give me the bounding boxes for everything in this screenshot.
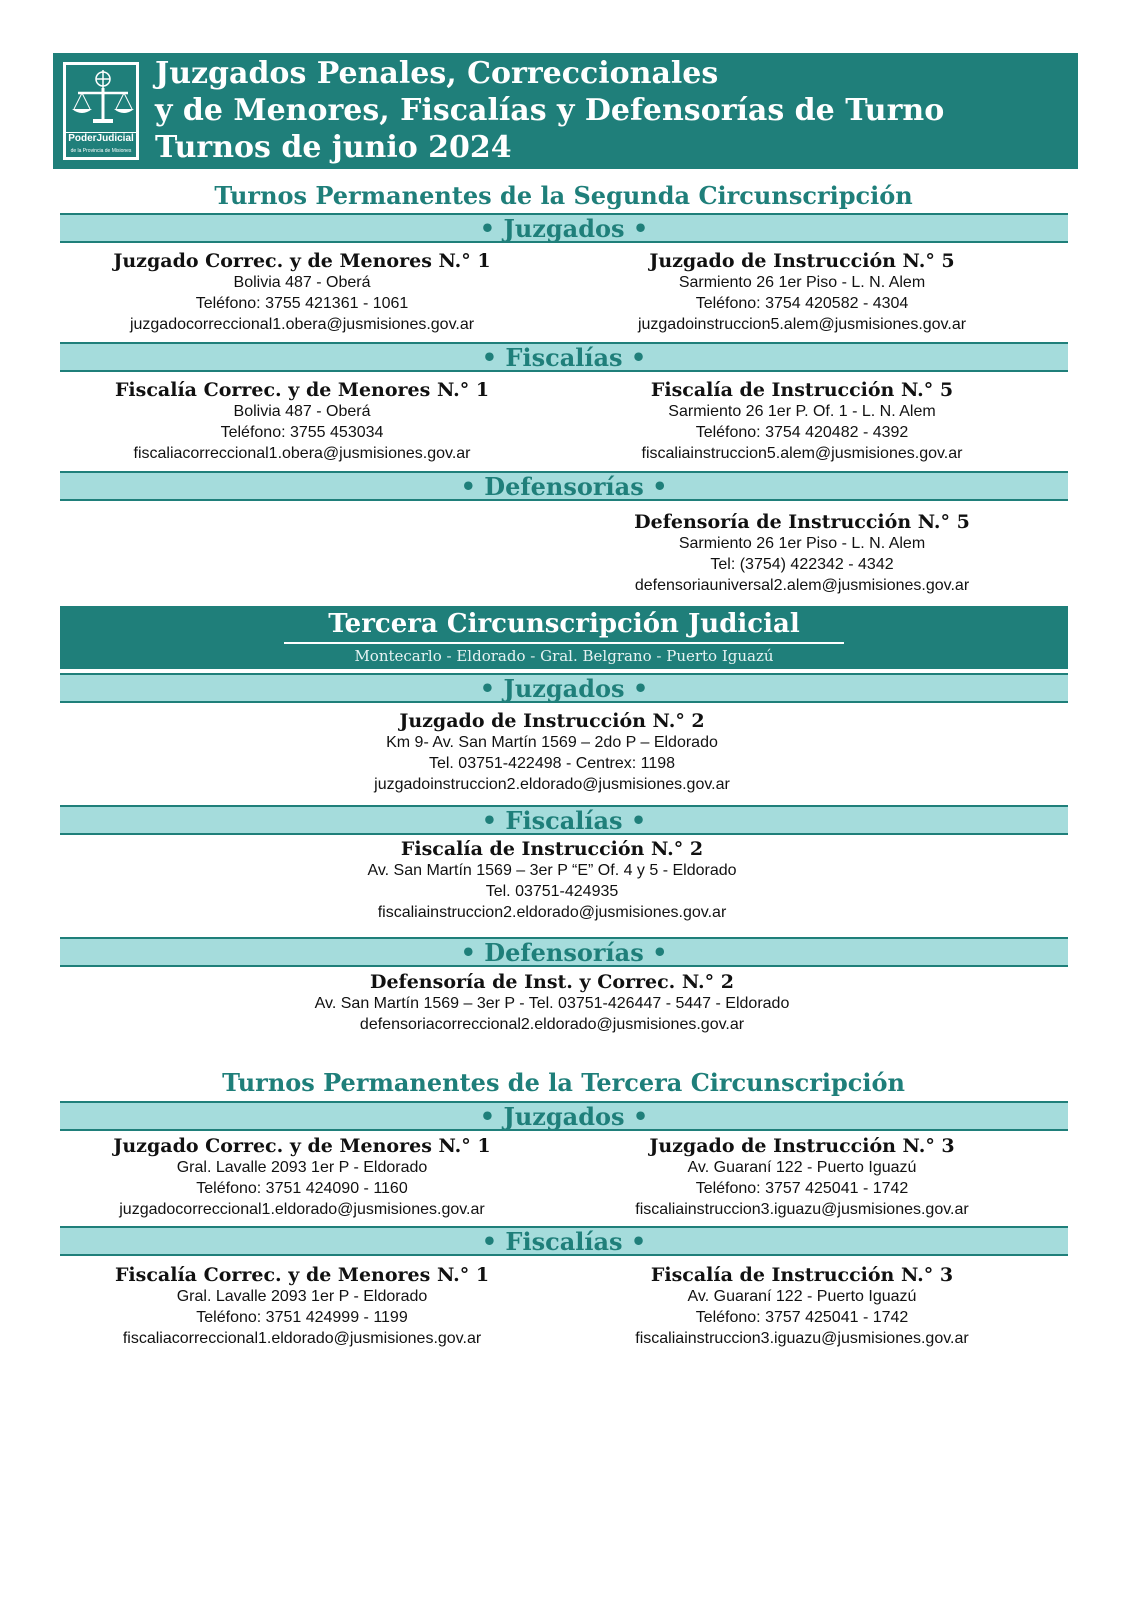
- office-email[interactable]: fiscaliainstruccion3.iguazu@jusmisiones.gov.ar: [635, 1330, 969, 1347]
- office-address: Av. Guaraní 122 - Puerto Iguazú: [687, 1159, 917, 1176]
- header-banner: [53, 53, 1078, 169]
- office-email[interactable]: defensoriauniversal2.alem@jusmisiones.gov.ar: [634, 577, 970, 594]
- logo-caption: PoderJudicial: [66, 132, 136, 144]
- band-fiscalias: • Fiscalías •: [60, 1226, 1068, 1256]
- office-phone: Teléfono: 3757 425041 - 1742: [695, 1180, 909, 1197]
- office-address: Gral. Lavalle 2093 1er P - Eldorado: [176, 1159, 428, 1176]
- office-name: Fiscalía Correc. y de Menores N.° 1: [114, 379, 490, 401]
- office-address: Sarmiento 26 1er Piso - L. N. Alem: [678, 535, 926, 552]
- office-email[interactable]: fiscaliacorreccional1.eldorado@jusmisiones.gov.ar: [122, 1330, 482, 1347]
- office-email[interactable]: fiscaliainstruccion2.eldorado@jusmisiones.gov.ar: [377, 904, 727, 921]
- tercera-banner: [60, 606, 1068, 669]
- title-line-2: y de Menores, Fiscalías y Defensorías de Turno: [155, 93, 945, 128]
- office-entry: [560, 511, 1044, 596]
- office-phone: Teléfono: 3755 453034: [220, 424, 384, 441]
- office-name: Fiscalía Correc. y de Menores N.° 1: [114, 1264, 490, 1286]
- office-phone: Tel. 03751-424935: [485, 883, 619, 900]
- office-name: Juzgado de Instrucción N.° 5: [649, 250, 955, 272]
- office-name: Fiscalía de Instrucción N.° 5: [650, 379, 954, 401]
- office-name: Juzgado de Instrucción N.° 3: [649, 1135, 955, 1157]
- office-entry: [560, 1135, 1044, 1220]
- office-phone: Teléfono: 3754 420482 - 4392: [695, 424, 909, 441]
- scales-of-justice-icon: [68, 69, 138, 129]
- office-entry: [560, 250, 1044, 335]
- logo-subcaption: de la Provincia de Misiones: [70, 148, 132, 154]
- band-fiscalias: • Fiscalías •: [60, 805, 1068, 835]
- band-juzgados: • Juzgados •: [60, 1101, 1068, 1131]
- office-phone: Tel: (3754) 422342 - 4342: [710, 556, 894, 573]
- office-entry: [60, 838, 1044, 923]
- office-address: Sarmiento 26 1er P. Of. 1 - L. N. Alem: [668, 403, 936, 420]
- office-entry: [60, 379, 544, 464]
- section-title-tercera-permanentes: Turnos Permanentes de la Tercera Circunscripción: [222, 1068, 905, 1097]
- title-underline: [284, 642, 844, 644]
- office-address: Av. San Martín 1569 – 3er P “E” Of. 4 y 5 - Eldorado: [367, 862, 737, 879]
- office-email[interactable]: juzgadocorreccional1.obera@jusmisiones.gov.ar: [129, 316, 475, 333]
- office-name: Defensoría de Instrucción N.° 5: [634, 511, 970, 533]
- office-address: Km 9- Av. San Martín 1569 – 2do P – Eldorado: [386, 734, 718, 751]
- office-phone: Tel. 03751-422498 - Centrex: 1198: [428, 755, 676, 772]
- office-phone: Teléfono: 3751 424090 - 1160: [196, 1180, 408, 1197]
- office-address: Sarmiento 26 1er Piso - L. N. Alem: [678, 274, 926, 291]
- office-phone: Teléfono: 3754 420582 - 4304: [695, 295, 909, 312]
- office-email[interactable]: juzgadoinstruccion5.alem@jusmisiones.gov.ar: [637, 316, 967, 333]
- office-entry: [60, 1264, 544, 1349]
- office-address: Gral. Lavalle 2093 1er P - Eldorado: [176, 1288, 428, 1305]
- office-name: Juzgado Correc. y de Menores N.° 1: [113, 250, 491, 272]
- office-name: Juzgado Correc. y de Menores N.° 1: [113, 1135, 491, 1157]
- band-defensorias: • Defensorías •: [60, 937, 1068, 967]
- office-email[interactable]: juzgadoinstruccion2.eldorado@jusmisiones.gov.ar: [374, 776, 730, 793]
- band-juzgados: • Juzgados •: [60, 673, 1068, 703]
- office-entry: [60, 1135, 544, 1220]
- office-entry: [560, 379, 1044, 464]
- tercera-subtitle: Montecarlo - Eldorado - Gral. Belgrano - Puerto Iguazú: [354, 647, 774, 665]
- office-name: Fiscalía de Instrucción N.° 2: [400, 838, 704, 860]
- band-juzgados: • Juzgados •: [60, 213, 1068, 243]
- office-address: Av. San Martín 1569 – 3er P - Tel. 03751-426447 - 5447 - Eldorado: [314, 995, 790, 1012]
- office-email[interactable]: fiscaliainstruccion5.alem@jusmisiones.gov.ar: [641, 445, 963, 462]
- band-fiscalias: • Fiscalías •: [60, 342, 1068, 372]
- office-email[interactable]: fiscaliacorreccional1.obera@jusmisiones.gov.ar: [133, 445, 471, 462]
- page-title: [155, 55, 944, 166]
- title-line-3: Turnos de junio 2024: [155, 130, 512, 165]
- office-address: Bolivia 487 - Oberá: [233, 274, 371, 291]
- office-phone: Teléfono: 3755 421361 - 1061: [195, 295, 409, 312]
- tercera-title: Tercera Circunscripción Judicial: [328, 609, 800, 639]
- office-email[interactable]: fiscaliainstruccion3.iguazu@jusmisiones.gov.ar: [635, 1201, 969, 1218]
- office-phone: Teléfono: 3757 425041 - 1742: [695, 1309, 909, 1326]
- office-address: Bolivia 487 - Oberá: [233, 403, 371, 420]
- office-name: Defensoría de Inst. y Correc. N.° 2: [369, 971, 734, 993]
- office-entry: [60, 710, 1044, 795]
- office-name: Fiscalía de Instrucción N.° 3: [650, 1264, 954, 1286]
- office-entry: [60, 250, 544, 335]
- poder-judicial-logo: [61, 60, 141, 162]
- office-email[interactable]: juzgadocorreccional1.eldorado@jusmisiones.gov.ar: [119, 1201, 485, 1218]
- band-defensorias: • Defensorías •: [60, 471, 1068, 501]
- office-name: Juzgado de Instrucción N.° 2: [399, 710, 705, 732]
- office-entry: [60, 971, 1044, 1035]
- section-title-segunda: Turnos Permanentes de la Segunda Circunscripción: [214, 181, 913, 210]
- office-email[interactable]: defensoriacorreccional2.eldorado@jusmisiones.gov.ar: [359, 1016, 745, 1033]
- office-entry: [560, 1264, 1044, 1349]
- title-line-1: Juzgados Penales, Correccionales: [155, 56, 719, 91]
- office-phone: Teléfono: 3751 424999 - 1199: [196, 1309, 408, 1326]
- office-address: Av. Guaraní 122 - Puerto Iguazú: [687, 1288, 917, 1305]
